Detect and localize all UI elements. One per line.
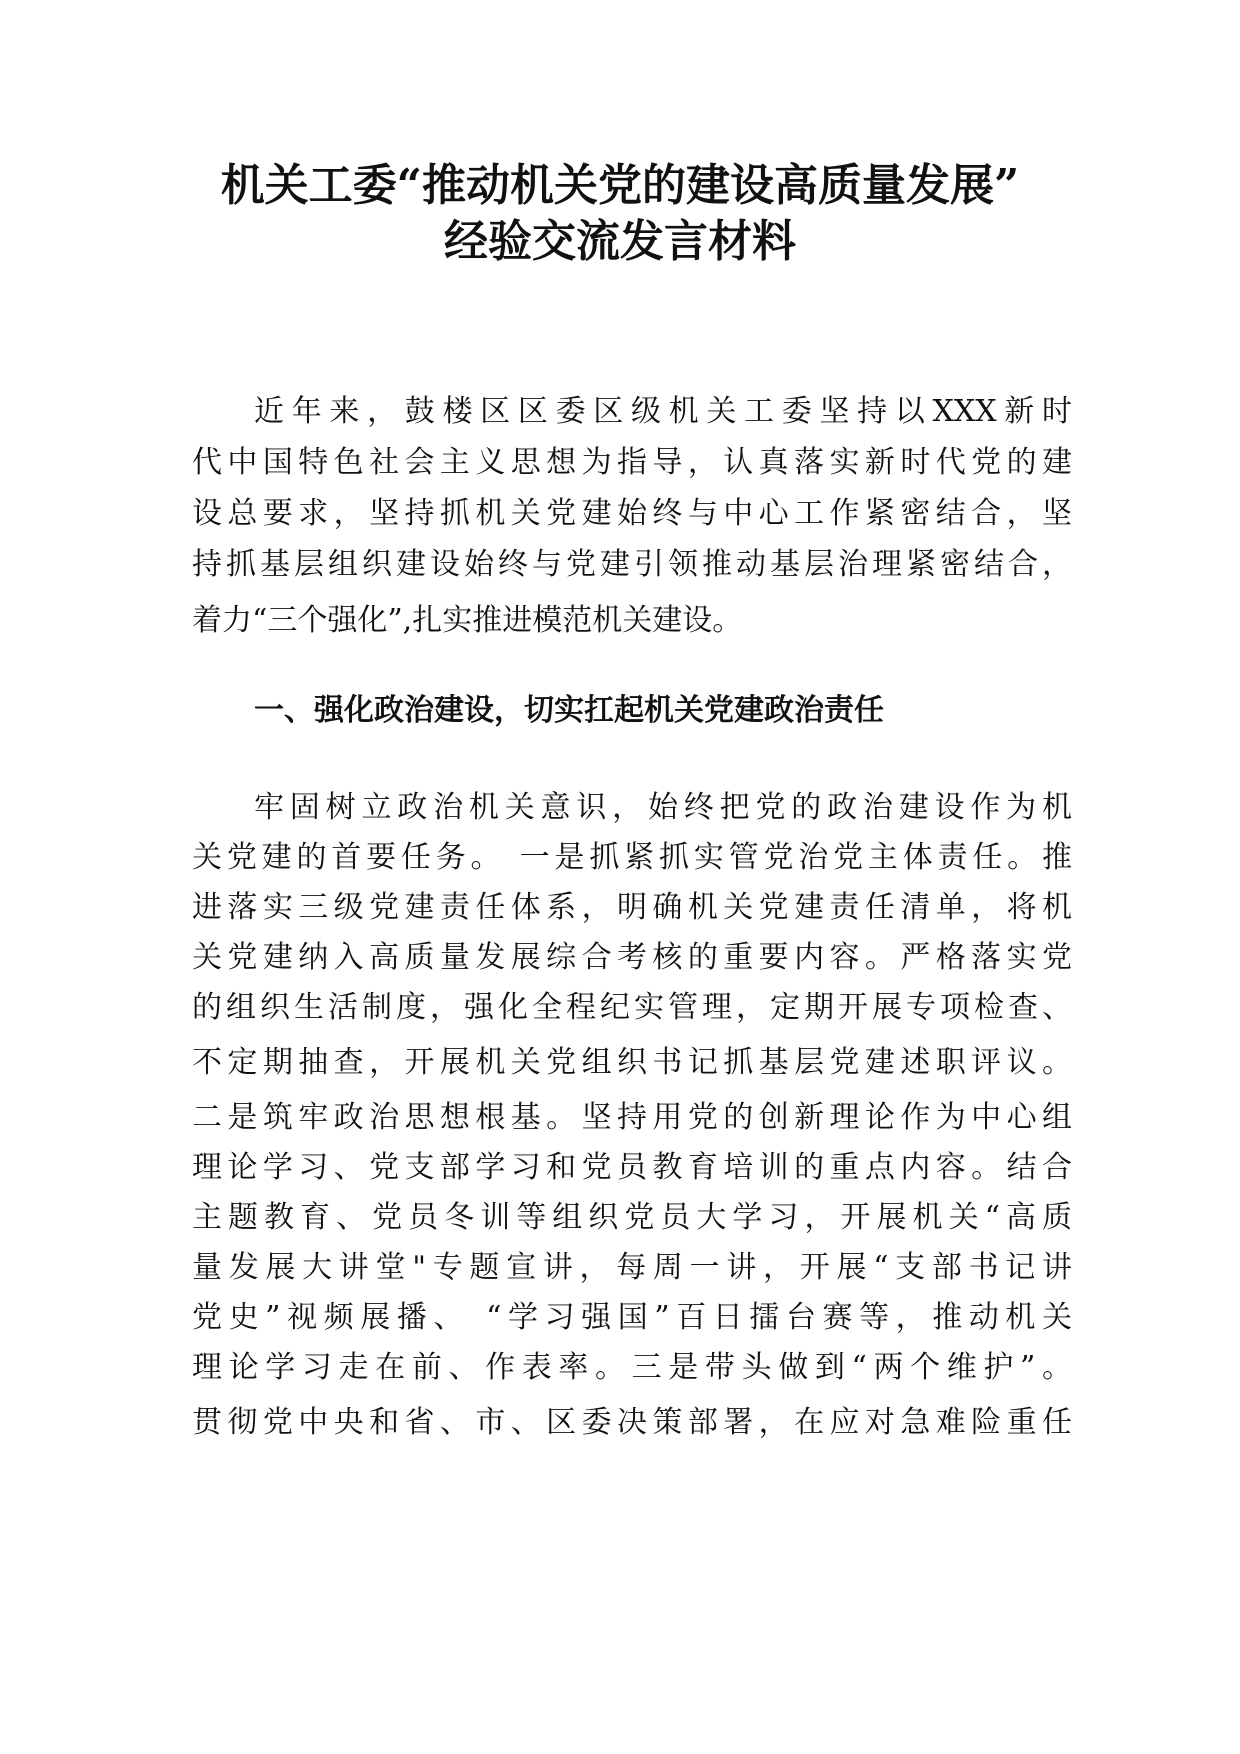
section-1-heading: 一、强化政治建设，切实扛起机关党建政治责任 — [254, 693, 884, 728]
section-1-line-3: 进落实三级党建责任体系，明确机关党建责任清单，将机 — [192, 890, 1072, 925]
section-1-line-4: 关党建纳入高质量发展综合考核的重要内容。严格落实党 — [192, 940, 1072, 975]
section-1-line-8: 理论学习、党支部学习和党员教育培训的重点内容。结合 — [192, 1150, 1072, 1185]
section-1-line-9: 主题教育、党员冬训等组织党员大学习，开展机关“高质 — [192, 1200, 1072, 1235]
intro-line-4: 持抓基层组织建设始终与党建引领推动基层治理紧密结合， — [192, 547, 1072, 582]
document-title-line-1: 机关工委“推动机关党的建设高质量发展” — [220, 160, 1020, 211]
section-1-line-12: 理论学习走在前、作表率。三是带头做到“两个维护”。 — [192, 1350, 1072, 1385]
section-1-line-10: 量发展大讲堂"专题宣讲，每周一讲，开展“支部书记讲 — [192, 1250, 1072, 1285]
section-1-line-13: 贯彻党中央和省、市、区委决策部署，在应对急难险重任 — [192, 1405, 1072, 1440]
intro-line-2: 代中国特色社会主义思想为指导，认真落实新时代党的建 — [192, 445, 1072, 480]
section-1-line-1: 牢固树立政治机关意识，始终把党的政治建设作为机 — [254, 790, 1072, 825]
section-1-line-2: 关党建的首要任务。 一是抓紧抓实管党治党主体责任。推 — [192, 840, 1072, 875]
intro-line-1: 近年来，鼓楼区区委区级机关工委坚持以XXX新时 — [254, 394, 1072, 429]
section-1-line-11: 党史”视频展播、 “学习强国”百日擂台赛等，推动机关 — [192, 1300, 1072, 1335]
document-title-line-2: 经验交流发言材料 — [444, 216, 796, 267]
section-1-line-5: 的组织生活制度，强化全程纪实管理，定期开展专项检查、 — [192, 990, 1072, 1025]
section-1-line-6: 不定期抽查，开展机关党组织书记抓基层党建述职评议。 — [192, 1045, 1072, 1080]
intro-line-3: 设总要求，坚持抓机关党建始终与中心工作紧密结合，坚 — [192, 496, 1072, 531]
section-1-line-7: 二是筑牢政治思想根基。坚持用党的创新理论作为中心组 — [192, 1100, 1072, 1135]
intro-line-5: 着力“三个强化”,扎实推进模范机关建设。 — [192, 603, 743, 638]
